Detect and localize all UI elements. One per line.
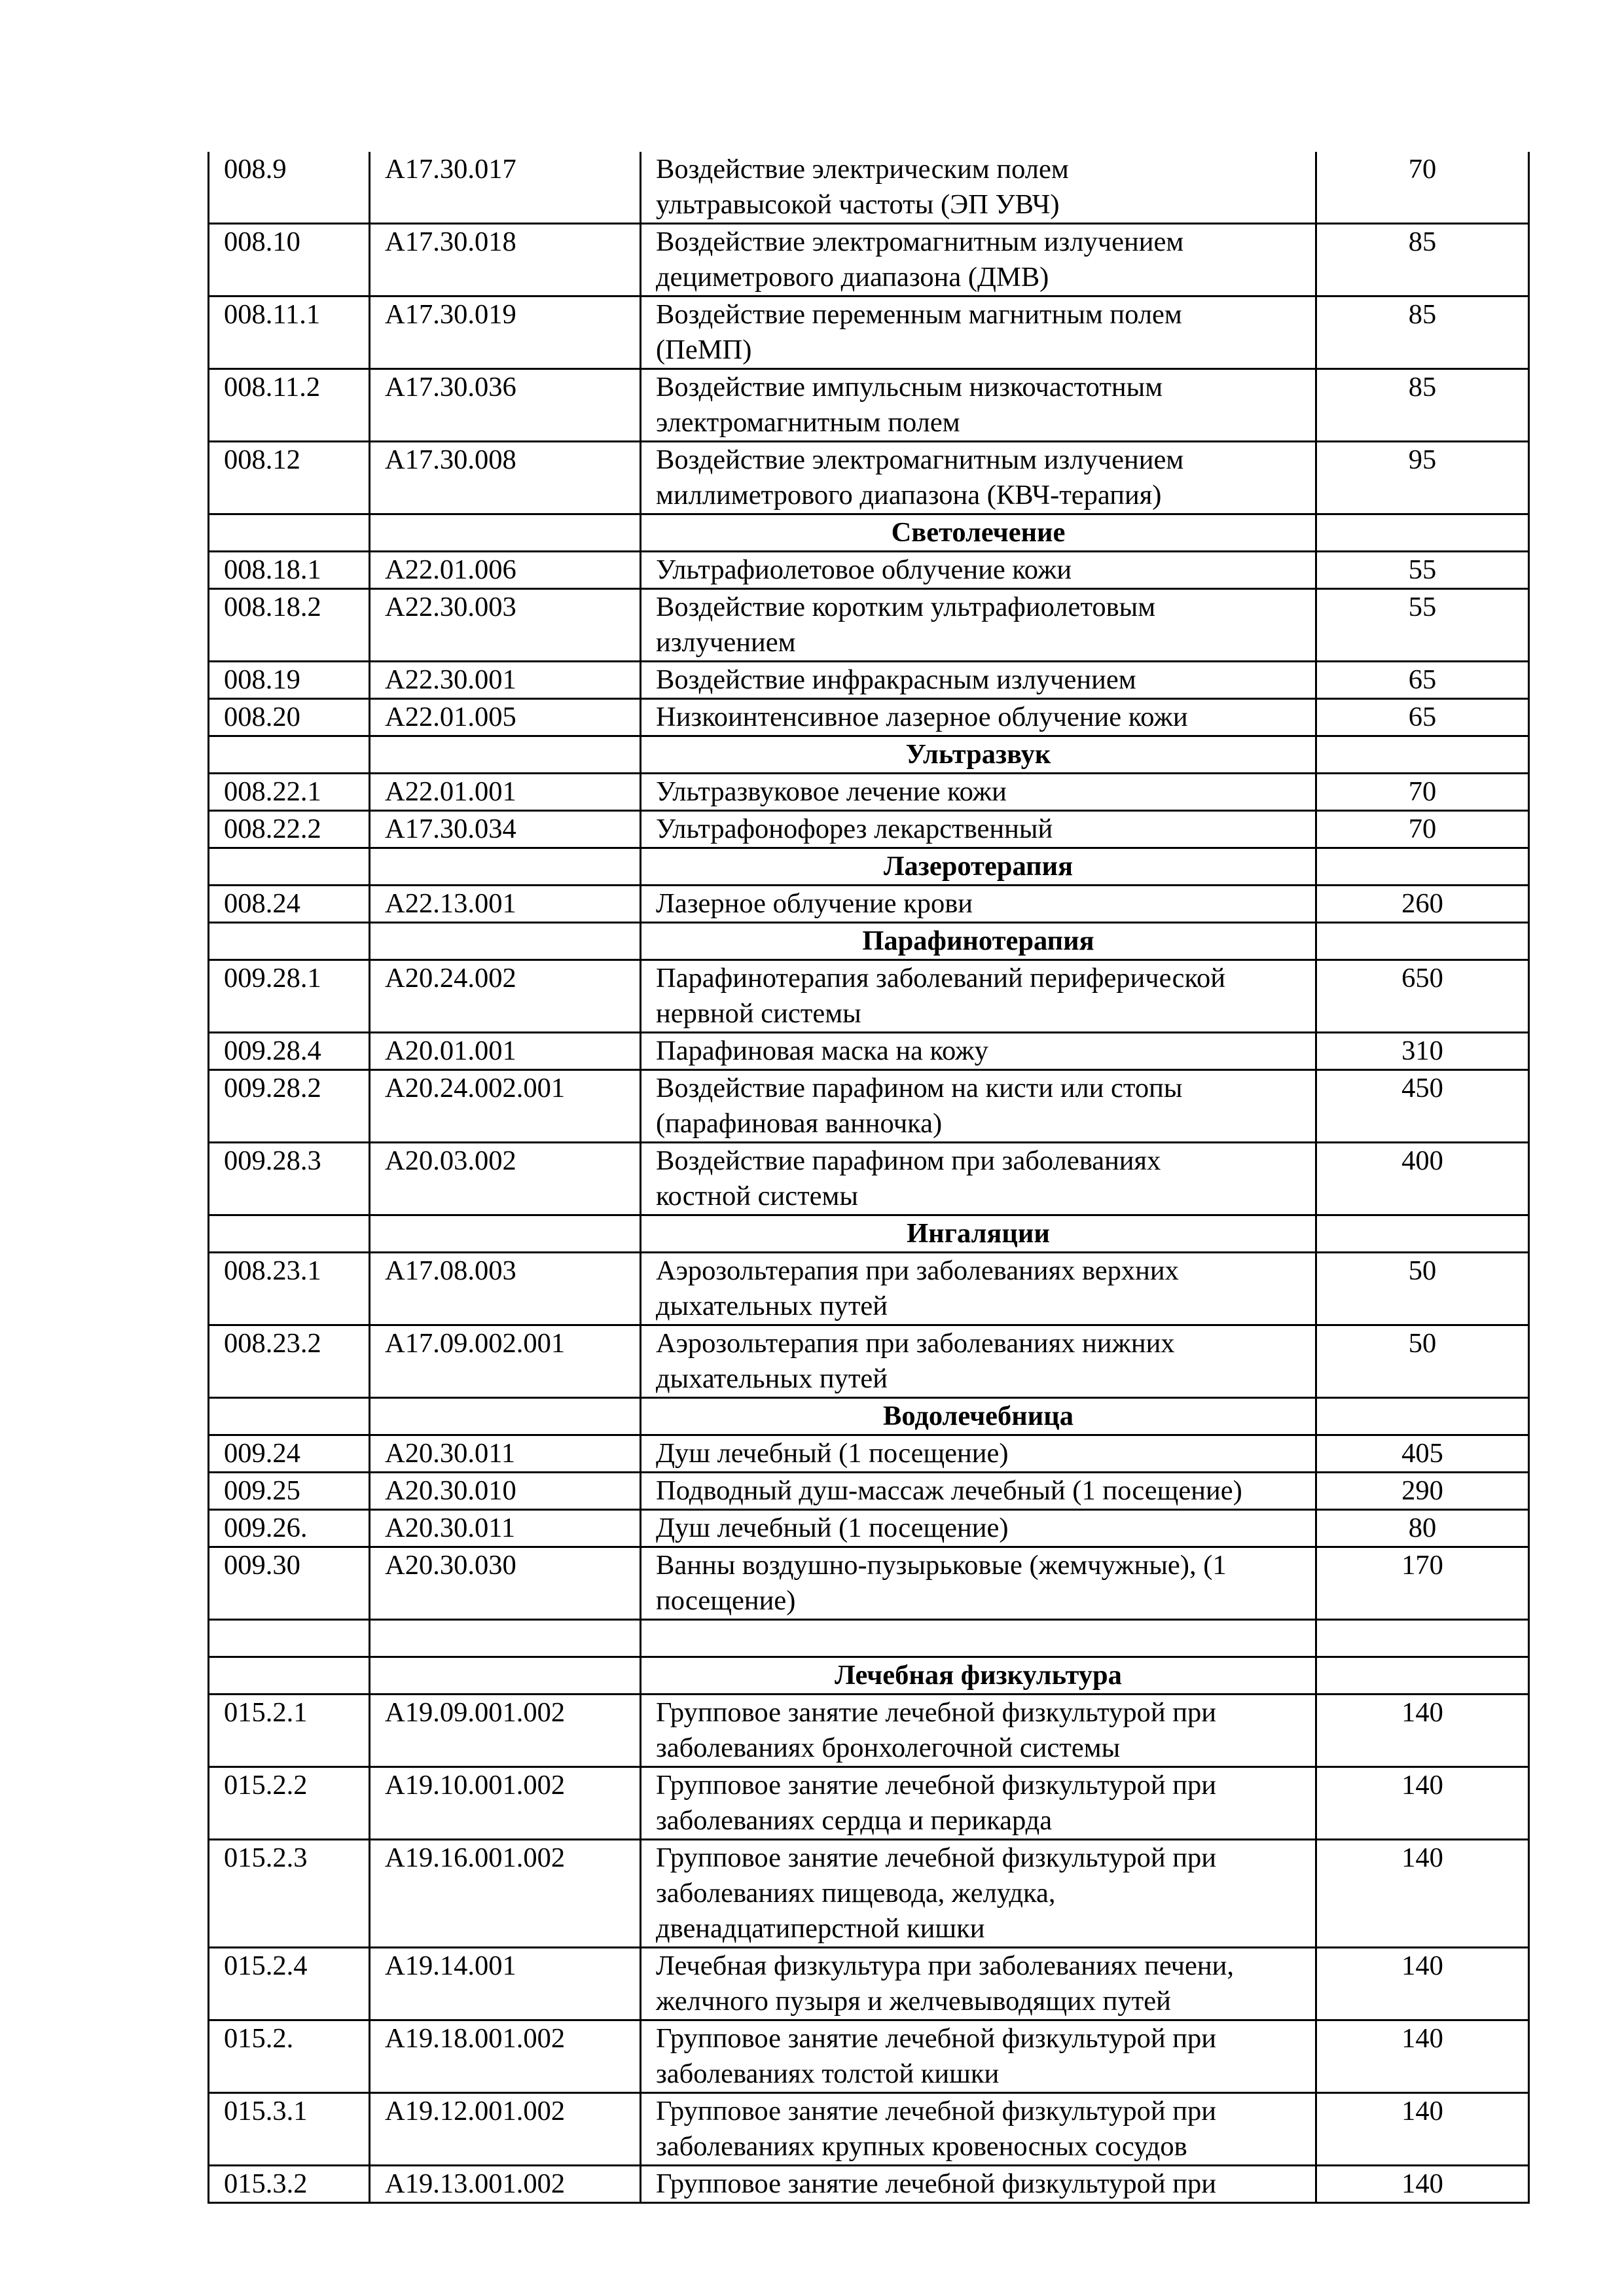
service-price: 650 [1316,960,1529,1033]
table-row [209,1547,1529,1620]
service-price: 140 [1316,1767,1529,1840]
service-price: 140 [1316,2093,1529,2166]
service-name: Групповое занятие лечебной физкультурой при заболеваниях крупных кровеносных сосудов [641,2093,1316,2166]
row-code: 015.2. [209,2020,370,2093]
service-name: Воздействие парафином при заболеваниях костной системы [641,1143,1316,1215]
service-price: 65 [1316,662,1529,699]
row-code: 008.23.2 [209,1325,370,1398]
price-table [208,152,1530,2204]
service-code: А17.09.002.001 [370,1325,641,1398]
service-name: Групповое занятие лечебной физкультурой при [641,2166,1316,2203]
empty-cell [209,1657,370,1695]
row-code: 015.2.4 [209,1948,370,2020]
price-list-page [208,152,1528,2204]
service-price: 405 [1316,1435,1529,1473]
section-header-row [209,848,1529,886]
row-code: 015.2.3 [209,1840,370,1948]
empty-cell [1316,1398,1529,1435]
service-price: 65 [1316,699,1529,736]
empty-cell [370,1215,641,1253]
empty-cell [1316,514,1529,552]
service-price: 450 [1316,1070,1529,1143]
service-name: Групповое занятие лечебной физкультурой при заболеваниях толстой кишки [641,2020,1316,2093]
service-price: 50 [1316,1325,1529,1398]
table-row [209,886,1529,923]
service-name: Воздействие коротким ультрафиолетовым излучением [641,589,1316,662]
table-row [209,2166,1529,2203]
service-price: 70 [1316,152,1529,224]
empty-cell [1316,1620,1529,1657]
service-name: Воздействие электрическим полем ультравысокой частоты (ЭП УВЧ) [641,152,1316,224]
row-code: 009.28.4 [209,1033,370,1070]
service-name: Ультрафонофорез лекарственный [641,811,1316,848]
service-name: Низкоинтенсивное лазерное облучение кожи [641,699,1316,736]
table-row [209,1435,1529,1473]
service-name: Аэрозольтерапия при заболеваниях нижних дыхательных путей [641,1325,1316,1398]
service-code: А22.13.001 [370,886,641,923]
empty-cell [1316,736,1529,774]
section-title: Светолечение [641,514,1316,552]
table-row [209,811,1529,848]
service-price: 70 [1316,774,1529,811]
service-price: 95 [1316,442,1529,514]
table-row [209,1510,1529,1547]
service-price: 290 [1316,1473,1529,1510]
section-header-row [209,923,1529,960]
service-name: Воздействие переменным магнитным полем (ПеМП) [641,296,1316,369]
table-row [209,442,1529,514]
empty-cell [1316,848,1529,886]
table-row [209,1070,1529,1143]
service-price: 80 [1316,1510,1529,1547]
service-code: А19.14.001 [370,1948,641,2020]
service-name: Воздействие электромагнитным излучением миллиметрового диапазона (КВЧ-терапия) [641,442,1316,514]
service-price: 140 [1316,2166,1529,2203]
empty-cell [370,736,641,774]
service-code: А19.09.001.002 [370,1695,641,1767]
table-row [209,369,1529,442]
row-code: 008.12 [209,442,370,514]
empty-cell [370,1398,641,1435]
service-code: А20.24.002.001 [370,1070,641,1143]
service-name: Подводный душ-массаж лечебный (1 посещение) [641,1473,1316,1510]
table-row [209,774,1529,811]
service-name: Ультрафиолетовое облучение кожи [641,552,1316,589]
row-code: 009.28.2 [209,1070,370,1143]
service-code: А20.30.011 [370,1435,641,1473]
row-code: 008.11.1 [209,296,370,369]
table-row [209,589,1529,662]
empty-cell [370,1620,641,1657]
service-code: А17.08.003 [370,1253,641,1325]
service-code: А19.13.001.002 [370,2166,641,2203]
row-code: 008.9 [209,152,370,224]
service-code: А17.30.019 [370,296,641,369]
section-title: Водолечебница [641,1398,1316,1435]
service-price: 140 [1316,1695,1529,1767]
table-row [209,699,1529,736]
service-name: Групповое занятие лечебной физкультурой при заболеваниях сердца и перикарда [641,1767,1316,1840]
service-name: Групповое занятие лечебной физкультурой при заболеваниях бронхолегочной системы [641,1695,1316,1767]
section-header-row [209,1215,1529,1253]
service-code: А22.30.003 [370,589,641,662]
service-price: 140 [1316,1840,1529,1948]
service-code: А17.30.008 [370,442,641,514]
empty-cell [209,1398,370,1435]
service-price: 55 [1316,589,1529,662]
service-code: А22.01.001 [370,774,641,811]
row-code: 008.10 [209,224,370,296]
row-code: 009.28.1 [209,960,370,1033]
row-code: 008.22.1 [209,774,370,811]
row-code: 008.18.2 [209,589,370,662]
service-code: А19.18.001.002 [370,2020,641,2093]
table-row [209,1033,1529,1070]
service-code: А20.30.011 [370,1510,641,1547]
service-price: 85 [1316,224,1529,296]
service-price: 140 [1316,2020,1529,2093]
table-row [209,960,1529,1033]
table-row [209,1840,1529,1948]
service-code: А20.30.010 [370,1473,641,1510]
service-code: А20.03.002 [370,1143,641,1215]
service-name: Ванны воздушно-пузырьковые (жемчужные), (1 посещение) [641,1547,1316,1620]
empty-cell [209,848,370,886]
table-row [209,2093,1529,2166]
section-header-row [209,736,1529,774]
service-price: 50 [1316,1253,1529,1325]
table-row [209,1143,1529,1215]
row-code: 009.28.3 [209,1143,370,1215]
service-code: А20.24.002 [370,960,641,1033]
empty-cell [209,514,370,552]
service-price: 170 [1316,1547,1529,1620]
row-code: 009.25 [209,1473,370,1510]
empty-cell [209,1215,370,1253]
service-name: Аэрозольтерапия при заболеваниях верхних дыхательных путей [641,1253,1316,1325]
table-row [209,1253,1529,1325]
service-code: А20.01.001 [370,1033,641,1070]
section-title: Парафинотерапия [641,923,1316,960]
row-code: 009.24 [209,1435,370,1473]
service-name: Парафинотерапия заболеваний периферической нервной системы [641,960,1316,1033]
row-code: 009.26. [209,1510,370,1547]
row-code: 009.30 [209,1547,370,1620]
section-header-row [209,1657,1529,1695]
table-row [209,152,1529,224]
table-row [209,1948,1529,2020]
table-row [209,552,1529,589]
service-name: Воздействие инфракрасным излучением [641,662,1316,699]
service-code: А22.30.001 [370,662,641,699]
service-code: А17.30.034 [370,811,641,848]
service-name: Групповое занятие лечебной физкультурой при заболеваниях пищевода, желудка, двенадцатиперстной кишки [641,1840,1316,1948]
service-name: Душ лечебный (1 посещение) [641,1510,1316,1547]
price-table-body [209,152,1529,2203]
service-price: 85 [1316,296,1529,369]
table-row [209,1325,1529,1398]
service-name: Ультразвуковое лечение кожи [641,774,1316,811]
empty-cell [370,923,641,960]
section-title: Лечебная физкультура [641,1657,1316,1695]
service-name: Душ лечебный (1 посещение) [641,1435,1316,1473]
row-code: 015.3.1 [209,2093,370,2166]
empty-row [209,1620,1529,1657]
empty-cell [370,848,641,886]
row-code: 008.20 [209,699,370,736]
service-price: 70 [1316,811,1529,848]
service-name: Лазерное облучение крови [641,886,1316,923]
service-code: А22.01.005 [370,699,641,736]
row-code: 008.19 [209,662,370,699]
row-code: 015.3.2 [209,2166,370,2203]
row-code: 008.22.2 [209,811,370,848]
table-row [209,224,1529,296]
service-name: Парафиновая маска на кожу [641,1033,1316,1070]
service-code: А19.16.001.002 [370,1840,641,1948]
service-price: 140 [1316,1948,1529,2020]
service-price: 55 [1316,552,1529,589]
row-code: 008.24 [209,886,370,923]
table-row [209,1767,1529,1840]
empty-cell [209,1620,370,1657]
service-price: 400 [1316,1143,1529,1215]
empty-cell [1316,923,1529,960]
service-name: Воздействие импульсным низкочастотным электромагнитным полем [641,369,1316,442]
service-name: Воздействие электромагнитным излучением дециметрового диапазона (ДМВ) [641,224,1316,296]
service-code: А17.30.017 [370,152,641,224]
service-price: 85 [1316,369,1529,442]
empty-cell [370,1657,641,1695]
empty-cell [1316,1215,1529,1253]
row-code: 015.2.1 [209,1695,370,1767]
section-header-row [209,1398,1529,1435]
service-code: А17.30.018 [370,224,641,296]
service-price: 310 [1316,1033,1529,1070]
table-row [209,1695,1529,1767]
section-title: Ультразвук [641,736,1316,774]
row-code: 008.18.1 [209,552,370,589]
service-code: А19.10.001.002 [370,1767,641,1840]
table-row [209,2020,1529,2093]
empty-cell [209,736,370,774]
service-code: А20.30.030 [370,1547,641,1620]
section-title: Ингаляции [641,1215,1316,1253]
service-code: А17.30.036 [370,369,641,442]
table-row [209,296,1529,369]
table-row [209,1473,1529,1510]
empty-cell [370,514,641,552]
empty-cell [641,1620,1316,1657]
row-code: 008.23.1 [209,1253,370,1325]
service-code: А22.01.006 [370,552,641,589]
table-row [209,662,1529,699]
service-code: А19.12.001.002 [370,2093,641,2166]
section-header-row [209,514,1529,552]
row-code: 008.11.2 [209,369,370,442]
section-title: Лазеротерапия [641,848,1316,886]
service-price: 260 [1316,886,1529,923]
empty-cell [1316,1657,1529,1695]
empty-cell [209,923,370,960]
row-code: 015.2.2 [209,1767,370,1840]
service-name: Воздействие парафином на кисти или стопы (парафиновая ванночка) [641,1070,1316,1143]
service-name: Лечебная физкультура при заболеваниях печени, желчного пузыря и желчевыводящих путей [641,1948,1316,2020]
